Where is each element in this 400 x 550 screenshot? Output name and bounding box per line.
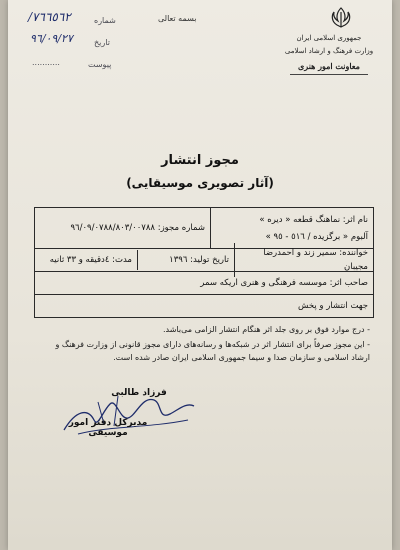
letter-date-label: تاریخ bbox=[94, 38, 110, 47]
table-row bbox=[35, 249, 373, 272]
ministry-line-country: جمهوری اسلامی ایران bbox=[296, 34, 362, 42]
permit-notes bbox=[38, 323, 370, 366]
letter-number-row bbox=[26, 10, 116, 32]
ministry-line-ministry: وزارت فرهنگ و ارشاد اسلامی bbox=[284, 47, 374, 55]
letter-attachment-row bbox=[26, 54, 112, 76]
permit-details-table bbox=[34, 207, 374, 318]
work-owner: صاحب اثر: موسسه فرهنگی و هنری اریکه سمر bbox=[200, 278, 368, 288]
album-name: آلبوم « برگزیده / ٥١٦ - ٩٥ » bbox=[265, 231, 368, 242]
permit-purpose: جهت انتشار و پخش bbox=[298, 301, 368, 311]
duration: مدت: ٤دقیقه و ٣٣ ثانیه bbox=[49, 255, 132, 265]
signature-block bbox=[48, 388, 198, 458]
letter-number-label: شماره bbox=[94, 16, 116, 25]
signatory-name: فرزاد طالبی bbox=[111, 388, 167, 398]
signatory-title: مدیرکل دفتر امور موسیقی bbox=[68, 418, 148, 438]
letter-attachment-dots: ........... bbox=[32, 58, 60, 67]
letter-date: ٩٦/٠٩/٢٧ bbox=[30, 32, 73, 45]
letter-date-row bbox=[26, 32, 110, 54]
permit-number-cell bbox=[35, 208, 210, 248]
work-title-cell bbox=[210, 208, 373, 248]
work-name: نام اثر: نماهنگ قطعه « دیره » bbox=[259, 214, 368, 225]
document-title: مجوز انتشار bbox=[161, 153, 239, 168]
document-subtitle: (آثار تصویری موسیقایی) bbox=[126, 176, 274, 190]
note-item: - درج موارد فوق بر روی جلد اثر هنگام انتشار الزامی می‌باشد. bbox=[162, 325, 370, 334]
table-row bbox=[35, 295, 373, 317]
production-date: تاریخ تولید: ١٣٩٦ bbox=[137, 250, 234, 270]
letter-reference-block bbox=[26, 10, 116, 76]
ministry-header bbox=[284, 32, 374, 75]
note-item: - این مجوز صرفاً برای انتشار اثر در شبکه‌ها و رسانه‌های دارای مجوز قانونی از وزارت فرهنگ و ارشاد اسلامی و سازمان صدا و سیما جمهوری اسلامی ایران صادر شده است. bbox=[55, 340, 370, 362]
letter-attachment-label: پیوست bbox=[88, 60, 112, 69]
table-row bbox=[35, 272, 373, 295]
permit-number: شماره مجوز: ٩٦/٠٩/٠٧٨٨/٨٠٣/٠٠٧٨٨ bbox=[70, 223, 205, 233]
singer: خواننده: سمیر زند و احمدرضا مجیبان bbox=[234, 243, 373, 277]
permit-document bbox=[8, 0, 392, 550]
department-name: معاونت امور هنری bbox=[298, 61, 360, 71]
letter-number: ٧٦٦٥٦٢/ bbox=[28, 10, 71, 24]
invocation-text: بسمه تعالی bbox=[158, 14, 197, 23]
iran-emblem-icon bbox=[328, 6, 354, 30]
header-divider bbox=[290, 74, 368, 75]
